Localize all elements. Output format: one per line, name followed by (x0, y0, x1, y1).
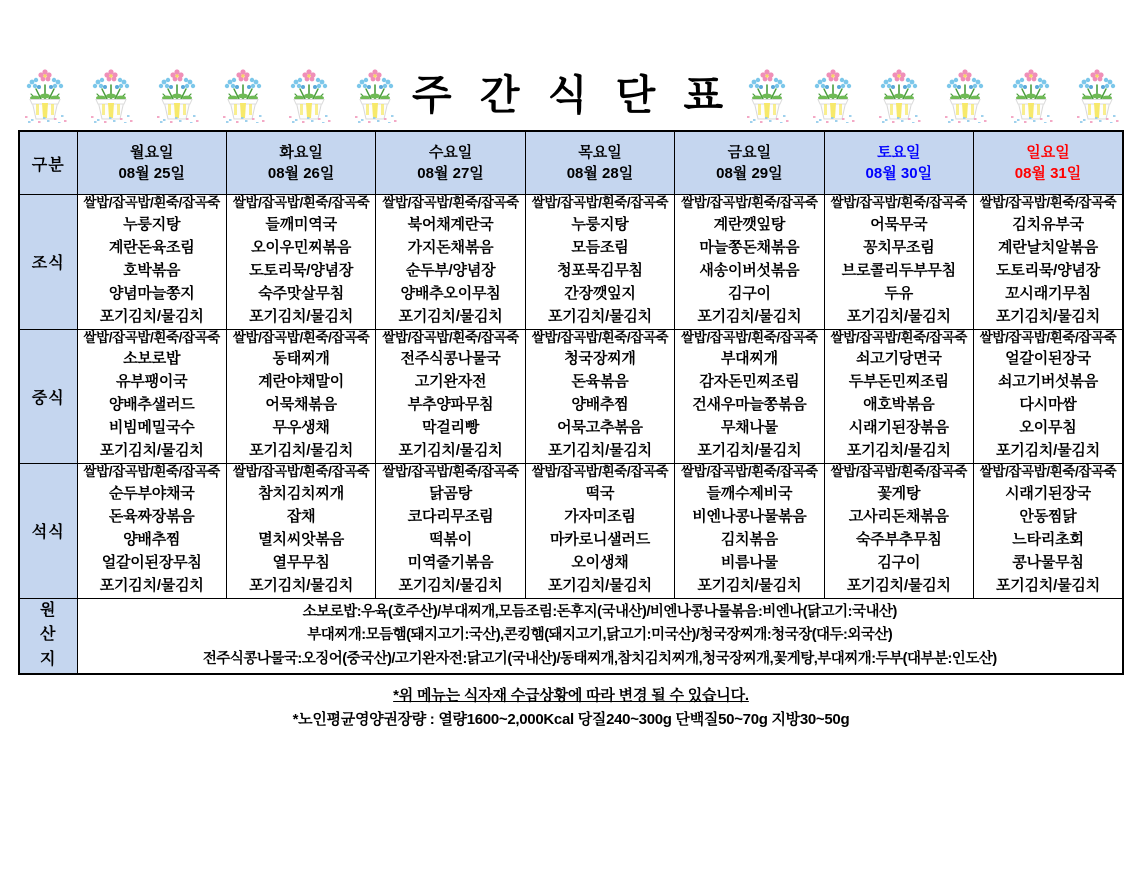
origin-label-char: 지 (40, 651, 57, 669)
origin-line: 전주식콩나물국:오징어(중국산)/고기완자전:닭고기(국내산)/동태찌개,참치김치찌개,청국장찌개,꽃게탕,부대찌개:두부(대부분:인도산) (202, 650, 997, 667)
meal-cell (974, 195, 1123, 330)
flower-pot-icon (938, 63, 992, 123)
menu-item: 꽃게탕 (877, 485, 921, 502)
menu-item: 포기김치/물김치 (547, 307, 652, 325)
origin-line: 부대찌개:모듬햄(돼지고기:국산),콘킹햄(돼지고기,닭고기:미국산)/청국장찌개:청국장(대두:외국산) (307, 627, 893, 644)
menu-item: 포기김치/물김치 (99, 576, 204, 594)
menu-item: 호박볶음 (123, 261, 181, 279)
meal-row-lunch (19, 329, 1123, 464)
meal-cell (525, 464, 674, 599)
page-banner (18, 60, 1124, 126)
flower-pot-group-right (740, 63, 1124, 123)
menu-item: 돈육짜장볶음 (108, 507, 195, 525)
menu-item: 양배추찜 (123, 530, 181, 548)
menu-item: 꽁치무조림 (863, 238, 935, 256)
meal-cell (226, 464, 375, 599)
menu-item: 포기김치/물김치 (697, 442, 802, 460)
rice-options: 쌀밥/잡곡밥/흰죽/잡곡죽 (681, 464, 818, 480)
day-date: 08월 27일 (417, 165, 484, 182)
flower-pot-icon (806, 63, 860, 123)
header-corner-label: 구분 (31, 156, 65, 174)
rice-options: 쌀밥/잡곡밥/흰죽/잡곡죽 (232, 464, 370, 480)
menu-item: 막걸리빵 (421, 419, 480, 437)
menu-item: 오이생채 (571, 553, 629, 571)
table-body (19, 195, 1123, 599)
meal-cell (77, 329, 226, 464)
menu-item: 포기김치/물김치 (697, 307, 802, 325)
menu-item: 안동찜닭 (1019, 507, 1077, 525)
meal-cell (675, 195, 824, 330)
origin-line: 소보로밥:우육(호주산)/부대찌개,모듬조림:돈후지(국내산)/비엔나콩나물볶음:비엔나(닭고기:국내산) (302, 603, 897, 620)
weekly-menu-table (18, 130, 1124, 675)
menu-item: 숙주맛살무침 (258, 284, 344, 302)
menu-item: 콩나물무침 (1012, 553, 1084, 571)
rice-options: 쌀밥/잡곡밥/흰죽/잡곡죽 (979, 329, 1117, 345)
rice-options: 쌀밥/잡곡밥/흰죽/잡곡죽 (681, 195, 818, 210)
menu-item: 무우생채 (272, 419, 330, 437)
origin-content-cell (77, 598, 1123, 674)
rice-options: 쌀밥/잡곡밥/흰죽/잡곡죽 (979, 464, 1117, 480)
menu-item: 잡채 (286, 507, 316, 525)
meal-cell (824, 329, 973, 464)
header-corner-cell (19, 131, 77, 195)
menu-item: 누룽지탕 (571, 215, 629, 233)
menu-item: 포기김치/물김치 (846, 442, 951, 460)
menu-item: 김구이 (727, 284, 771, 302)
meal-cell (376, 464, 525, 599)
day-date: 08월 31일 (1014, 165, 1082, 182)
flower-pot-icon (740, 63, 794, 123)
menu-item: 들깨미역국 (265, 215, 337, 233)
menu-item: 모듬조림 (571, 238, 629, 256)
menu-item: 얼갈이된장국 (1005, 350, 1091, 368)
column-header-thu (525, 131, 674, 195)
menu-item: 계란돈육조림 (108, 238, 195, 256)
menu-item: 포기김치/물김치 (249, 307, 354, 325)
meal-row-label-breakfast (19, 195, 77, 330)
meal-cell (525, 195, 674, 330)
menu-item: 비름나물 (720, 553, 778, 571)
column-header-mon (77, 131, 226, 195)
day-name: 수요일 (428, 144, 473, 161)
menu-item: 누룽지탕 (123, 215, 181, 233)
menu-item: 양념마늘쫑지 (108, 284, 195, 302)
meal-row-label-text: 중식 (31, 389, 65, 407)
day-date: 08월 25일 (118, 165, 185, 182)
menu-item: 청포묵김무침 (557, 261, 643, 279)
meal-cell (226, 329, 375, 464)
menu-item: 오이무침 (1019, 419, 1077, 437)
menu-item: 포기김치/물김치 (846, 307, 951, 325)
menu-item: 도토리묵/양념장 (249, 261, 354, 279)
menu-item: 애호박볶음 (863, 396, 935, 414)
meal-cell (675, 329, 824, 464)
rice-options: 쌀밥/잡곡밥/흰죽/잡곡죽 (979, 195, 1117, 210)
menu-item: 시래기된장국 (1005, 485, 1091, 502)
menu-item: 떡볶이 (429, 530, 472, 548)
menu-item: 오이우민찌볶음 (251, 238, 352, 256)
column-header-tue (226, 131, 375, 195)
menu-item: 마늘쫑돈채볶음 (699, 238, 800, 256)
menu-item: 두유 (884, 284, 914, 302)
day-name: 월요일 (129, 144, 174, 161)
menu-item: 들깨수제비국 (706, 485, 793, 502)
menu-item: 떡국 (585, 485, 615, 502)
day-date: 08월 30일 (865, 165, 933, 182)
menu-item: 김치볶음 (720, 530, 778, 548)
meal-cell (824, 195, 973, 330)
menu-item: 청국장찌개 (564, 350, 636, 368)
menu-item: 포기김치/물김치 (398, 307, 503, 325)
menu-item: 쇠고기당면국 (855, 350, 942, 368)
rice-options: 쌀밥/잡곡밥/흰죽/잡곡죽 (531, 195, 669, 210)
menu-item: 포기김치/물김치 (249, 576, 354, 594)
menu-item: 어묵무국 (870, 215, 928, 233)
day-name: 토요일 (877, 144, 921, 161)
menu-item: 포기김치/물김치 (249, 442, 354, 460)
flower-pot-icon (1070, 63, 1124, 123)
menu-change-notice: *위 메뉴는 식자재 수급상황에 따라 변경 될 수 있습니다. (393, 687, 749, 705)
menu-item: 동태찌개 (272, 350, 330, 368)
rice-options: 쌀밥/잡곡밥/흰죽/잡곡죽 (531, 329, 669, 345)
menu-item: 열무무침 (272, 553, 330, 571)
menu-item: 도토리묵/양념장 (996, 261, 1101, 279)
menu-item: 느타리초회 (1012, 530, 1084, 548)
meal-row-label-dinner (19, 464, 77, 599)
menu-item: 간장깻잎지 (564, 284, 636, 302)
meal-cell (77, 464, 226, 599)
day-name: 일요일 (1026, 144, 1070, 161)
meal-row-dinner (19, 464, 1123, 599)
menu-item: 김구이 (877, 553, 921, 571)
menu-item: 브로콜리두부무침 (841, 261, 956, 279)
menu-item: 양배추오이무침 (400, 284, 501, 302)
nutrition-guideline-notice: *노인평균영양권장량 : 열량1600~2,000Kcal 당질240~300g 단백질50~70g 지방30~50g (292, 711, 850, 729)
column-header-sat (824, 131, 973, 195)
menu-item: 꼬시래기무침 (1005, 284, 1091, 302)
meal-cell (974, 464, 1123, 599)
menu-item: 어묵채볶음 (265, 396, 337, 414)
rice-options: 쌀밥/잡곡밥/흰죽/잡곡죽 (382, 464, 519, 480)
meal-cell (226, 195, 375, 330)
menu-item: 계란날치알볶음 (998, 238, 1099, 256)
rice-options: 쌀밥/잡곡밥/흰죽/잡곡죽 (83, 195, 220, 210)
menu-item: 고사리돈채볶음 (848, 507, 949, 525)
menu-item: 두부돈민찌조림 (848, 373, 949, 391)
menu-item: 양배추찜 (571, 396, 629, 414)
meal-cell (376, 195, 525, 330)
menu-item: 시래기된장볶음 (848, 419, 949, 437)
header-row (19, 131, 1123, 195)
footer-notes (18, 684, 1124, 734)
menu-item: 무채나물 (720, 419, 778, 437)
menu-item: 포기김치/물김치 (398, 442, 503, 460)
menu-item: 부대찌개 (720, 350, 778, 368)
menu-item: 포기김치/물김치 (547, 442, 652, 460)
meal-row-label-text: 조식 (31, 255, 65, 273)
menu-item: 돈육볶음 (571, 373, 629, 391)
menu-item: 얼갈이된장무침 (101, 553, 202, 571)
day-date: 08월 26일 (267, 165, 335, 182)
menu-item: 포기김치/물김치 (996, 307, 1101, 325)
flower-pot-icon (282, 63, 336, 123)
meal-row-breakfast (19, 195, 1123, 330)
menu-item: 참치김치찌개 (258, 485, 344, 502)
meal-row-label-text: 석식 (31, 524, 65, 542)
menu-item: 비빔메밀국수 (108, 419, 195, 437)
origin-row (19, 598, 1123, 674)
meal-row-label-lunch (19, 329, 77, 464)
menu-item: 포기김치/물김치 (547, 576, 652, 594)
menu-item: 가지돈채볶음 (407, 238, 494, 256)
menu-item: 김치유부국 (1012, 215, 1084, 233)
menu-item: 포기김치/물김치 (99, 307, 204, 325)
menu-item: 계란깻잎탕 (713, 215, 786, 233)
rice-options: 쌀밥/잡곡밥/흰죽/잡곡죽 (382, 329, 519, 345)
day-name: 화요일 (279, 144, 323, 161)
menu-item: 미역줄기볶음 (407, 553, 494, 571)
meal-cell (525, 329, 674, 464)
menu-item: 부추양파무침 (407, 396, 494, 414)
menu-item: 포기김치/물김치 (996, 442, 1101, 460)
column-header-sun (974, 131, 1123, 195)
menu-item: 소보로밥 (123, 350, 181, 368)
menu-item: 가자미조림 (564, 507, 636, 525)
menu-item: 마카로니샐러드 (549, 530, 650, 548)
origin-label-char: 원 (40, 601, 57, 619)
menu-item: 양배추샐러드 (108, 396, 195, 414)
menu-item: 유부팽이국 (115, 373, 188, 391)
flower-pot-icon (150, 63, 204, 123)
day-name: 목요일 (578, 144, 622, 161)
menu-item: 감자돈민찌조림 (699, 373, 800, 391)
flower-pot-icon (84, 63, 138, 123)
rice-options: 쌀밥/잡곡밥/흰죽/잡곡죽 (232, 329, 370, 345)
day-date: 08월 29일 (716, 165, 783, 182)
rice-options: 쌀밥/잡곡밥/흰죽/잡곡죽 (232, 195, 370, 210)
flower-pot-group-left (18, 63, 402, 123)
table-footer (19, 598, 1123, 674)
origin-label-char: 산 (40, 626, 57, 644)
flower-pot-icon (348, 63, 402, 123)
column-header-fri (675, 131, 824, 195)
menu-item: 포기김치/물김치 (996, 576, 1101, 594)
flower-pot-icon (18, 63, 72, 123)
menu-item: 새송이버섯볶음 (699, 261, 800, 279)
rice-options: 쌀밥/잡곡밥/흰죽/잡곡죽 (830, 195, 968, 210)
rice-options: 쌀밥/잡곡밥/흰죽/잡곡죽 (531, 464, 669, 480)
rice-options: 쌀밥/잡곡밥/흰죽/잡곡죽 (830, 329, 968, 345)
menu-item: 건새우마늘쫑볶음 (692, 396, 807, 414)
menu-item: 다시마쌈 (1019, 396, 1077, 414)
column-header-wed (376, 131, 525, 195)
day-name: 금요일 (727, 144, 772, 161)
origin-row-label (19, 598, 77, 674)
menu-item: 포기김치/물김치 (697, 576, 802, 594)
page-title: 주 간 식 단 표 (411, 70, 731, 119)
menu-item: 비엔나콩나물볶음 (692, 507, 807, 525)
menu-item: 계란야채말이 (258, 373, 344, 391)
rice-options: 쌀밥/잡곡밥/흰죽/잡곡죽 (681, 329, 818, 345)
flower-pot-icon (1004, 63, 1058, 123)
flower-pot-icon (872, 63, 926, 123)
rice-options: 쌀밥/잡곡밥/흰죽/잡곡죽 (83, 464, 220, 480)
meal-cell (824, 464, 973, 599)
menu-item: 어묵고추볶음 (557, 419, 643, 437)
menu-item: 순두부/양념장 (405, 261, 496, 279)
weekly-meal-plan-page (0, 60, 1142, 891)
menu-item: 고기완자전 (414, 373, 487, 391)
rice-options: 쌀밥/잡곡밥/흰죽/잡곡죽 (382, 195, 519, 210)
flower-pot-icon (216, 63, 270, 123)
menu-item: 북어채계란국 (407, 215, 494, 233)
menu-item: 코다리무조림 (407, 507, 494, 525)
menu-item: 순두부야채국 (108, 485, 195, 502)
menu-item: 쇠고기버섯볶음 (998, 373, 1099, 391)
rice-options: 쌀밥/잡곡밥/흰죽/잡곡죽 (83, 329, 220, 345)
menu-item: 포기김치/물김치 (846, 576, 951, 594)
menu-item: 숙주부추무침 (855, 530, 942, 548)
rice-options: 쌀밥/잡곡밥/흰죽/잡곡죽 (830, 464, 968, 480)
menu-item: 포기김치/물김치 (99, 442, 204, 460)
meal-cell (675, 464, 824, 599)
meal-cell (974, 329, 1123, 464)
meal-cell (77, 195, 226, 330)
menu-item: 멸치씨앗볶음 (258, 530, 344, 548)
meal-cell (376, 329, 525, 464)
menu-item: 포기김치/물김치 (398, 576, 503, 594)
table-header (19, 131, 1123, 195)
menu-item: 전주식콩나물국 (400, 350, 501, 368)
menu-item: 닭곰탕 (429, 485, 472, 502)
day-date: 08월 28일 (566, 165, 634, 182)
